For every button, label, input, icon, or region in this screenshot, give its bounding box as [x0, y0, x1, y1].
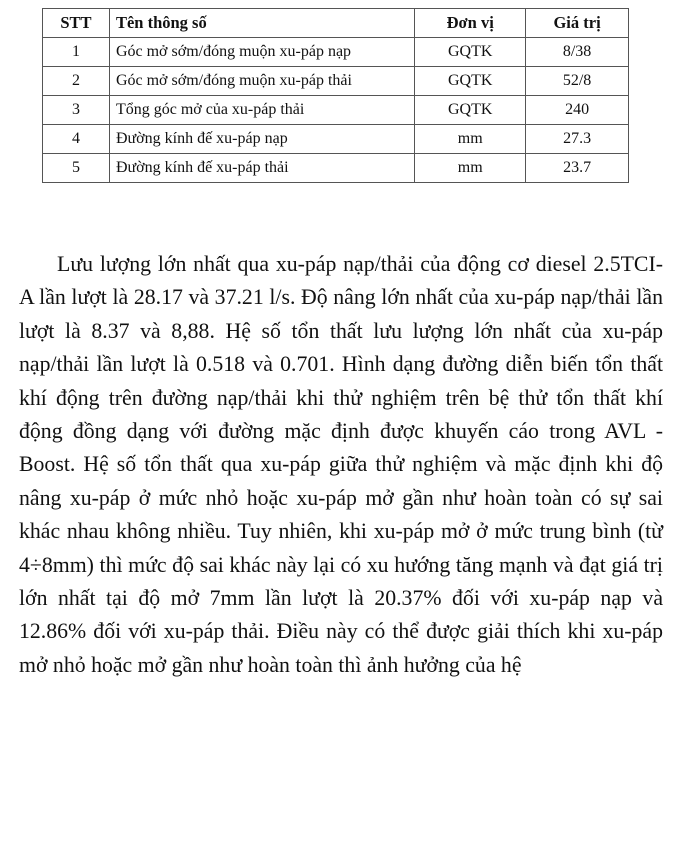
row-parameter-name: Tổng góc mở của xu-páp thải [109, 96, 414, 125]
row-stt: 5 [43, 154, 110, 183]
row-stt: 1 [43, 38, 110, 67]
row-stt: 3 [43, 96, 110, 125]
row-stt: 4 [43, 125, 110, 154]
row-parameter-name: Đường kính đế xu-páp nạp [109, 125, 414, 154]
header-unit: Đơn vị [415, 9, 526, 38]
valve-parameters-table [42, 8, 629, 183]
body-paragraph: Lưu lượng lớn nhất qua xu-páp nạp/thải của động cơ diesel 2.5TCI-A lần lượt là 28.17 và 37.21 l/s. Độ nâng lớn nhất của xu-páp nạp/thải lần lượt là 8.37 và 8,88. Hệ số tổn thất lưu lượng lớn nhất của xu-páp nạp/thải lần lượt là 0.518 và 0.701. Hình dạng đường diễn biến tổn thất khí động trên đường nạp/thải khi thử nghiệm trên bệ thử tổn thất khí động đồng dạng với đường mặc định được khuyến cáo trong AVL - Boost. Hệ số tổn thất qua xu-páp giữa thử nghiệm và mặc định khi độ nâng xu-páp ở mức nhỏ hoặc xu-páp mở gần như hoàn toàn có sự sai khác nhau không nhiều. Tuy nhiên, khi xu-páp mở ở mức trung bình (từ 4÷8mm) thì mức độ sai khác này lại có xu hướng tăng mạnh và đạt giá trị lớn nhất tại độ mở 7mm lần lượt là 20.37% đối với xu-páp nạp và 12.86% đối với xu-páp thải. Điều này có thể được giải thích khi xu-páp mở nhỏ hoặc mở gần như hoàn toàn thì ảnh hưởng của hệ [19, 252, 663, 677]
row-unit: GQTK [415, 38, 526, 67]
row-value: 52/8 [526, 67, 629, 96]
table-row [43, 154, 629, 183]
table-row [43, 96, 629, 125]
row-stt: 2 [43, 67, 110, 96]
table-row [43, 38, 629, 67]
row-value: 27.3 [526, 125, 629, 154]
row-value: 23.7 [526, 154, 629, 183]
table-row [43, 67, 629, 96]
row-unit: GQTK [415, 67, 526, 96]
row-parameter-name: Góc mở sớm/đóng muộn xu-páp thải [109, 67, 414, 96]
row-parameter-name: Góc mở sớm/đóng muộn xu-páp nạp [109, 38, 414, 67]
row-unit: GQTK [415, 96, 526, 125]
header-parameter-name: Tên thông số [109, 9, 414, 38]
row-value: 240 [526, 96, 629, 125]
row-unit: mm [415, 154, 526, 183]
header-value: Giá trị [526, 9, 629, 38]
row-value: 8/38 [526, 38, 629, 67]
header-stt: STT [43, 9, 110, 38]
table-header-row [43, 9, 629, 38]
table-row [43, 125, 629, 154]
row-parameter-name: Đường kính đế xu-páp thải [109, 154, 414, 183]
row-unit: mm [415, 125, 526, 154]
